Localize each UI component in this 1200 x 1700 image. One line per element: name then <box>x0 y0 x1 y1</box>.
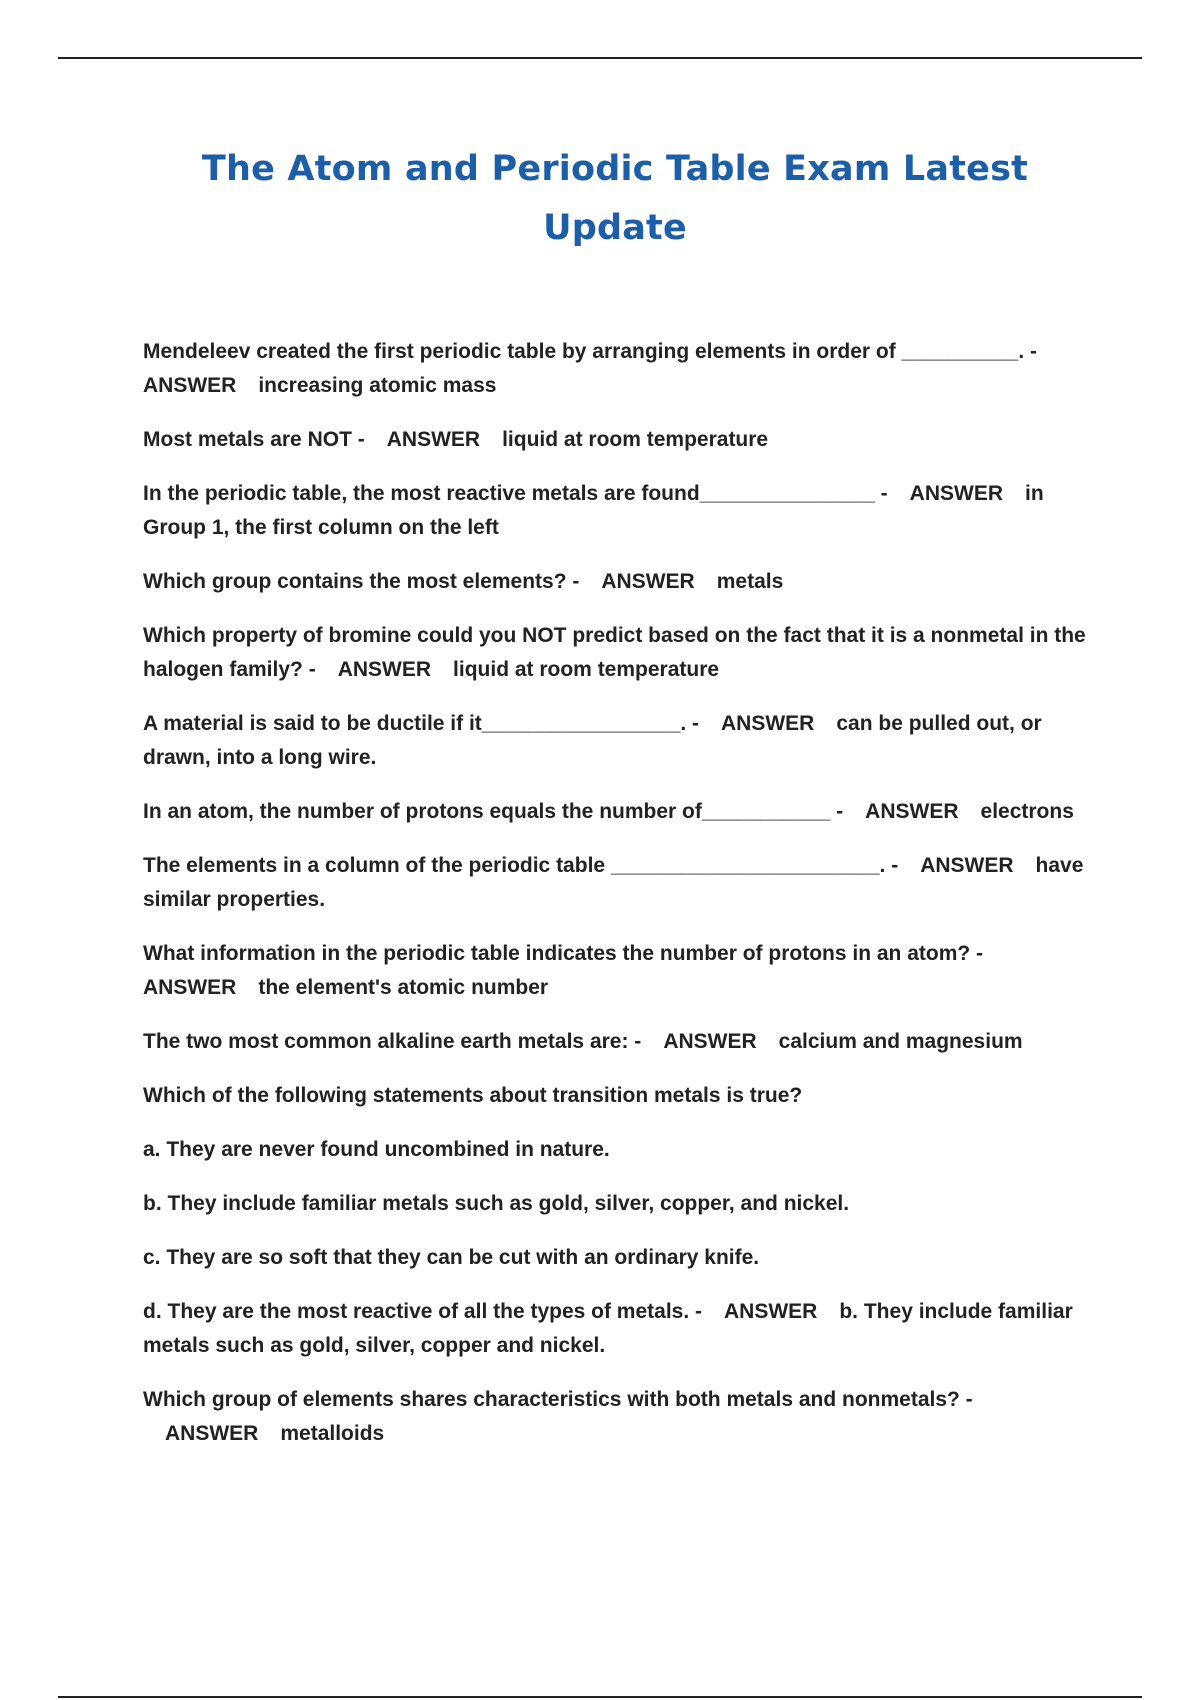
answer-label: ANSWER <box>920 854 1014 877</box>
top-rule <box>58 57 1142 59</box>
answer-label: ANSWER <box>386 428 481 451</box>
multi-question: Which of the following statements about transition metals is true? <box>143 1084 803 1107</box>
answer-text: b. They include familiar metals such as gold, silver, copper and nickel. <box>143 1300 1073 1357</box>
answer-label: ANSWER <box>165 1422 259 1445</box>
question-text: Which group contains the most elements? - <box>143 570 580 593</box>
question-text: Which group of elements shares characteristics with both metals and nonmetals? - <box>143 1388 973 1411</box>
question-text: Which property of bromine could you NOT predict based on the fact that it is a nonmetal in the halogen family? - <box>143 624 1086 681</box>
document-body <box>143 335 1103 1471</box>
answer-text: the element's atomic number <box>258 976 549 999</box>
option-d: d. They are the most reactive of all the types of metals. - <box>143 1300 703 1323</box>
answer-text: in Group 1, the first column on the left <box>143 482 1044 539</box>
bottom-rule <box>58 1696 1142 1698</box>
qa-item <box>143 1383 1103 1451</box>
question-text: What information in the periodic table indicates the number of protons in an atom? - <box>143 942 984 965</box>
answer-label: ANSWER <box>865 800 959 823</box>
question-text: In the periodic table, the most reactive metals are found_______________ - <box>143 482 888 505</box>
answer-label: ANSWER <box>909 482 1004 505</box>
option-d-with-answer <box>143 1295 1103 1363</box>
question-text: Mendeleev created the first periodic table by arranging elements in order of __________. - <box>143 340 1037 363</box>
qa-item <box>143 849 1103 917</box>
question-text: In an atom, the number of protons equals the number of___________ - <box>143 800 844 823</box>
answer-text: metalloids <box>280 1422 385 1445</box>
document-title: The Atom and Periodic Table Exam Latest Update <box>201 149 1029 248</box>
question-text: A material is said to be ductile if it_________________. - <box>143 712 700 735</box>
answer-label: ANSWER <box>143 374 237 397</box>
answer-label: ANSWER <box>601 570 695 593</box>
answer-label: ANSWER <box>143 976 237 999</box>
qa-item <box>143 423 1103 457</box>
answer-text: can be pulled out, or drawn, into a long wire. <box>143 712 1042 769</box>
qa-item <box>143 619 1103 687</box>
answer-text: electrons <box>980 800 1074 823</box>
question-text: The two most common alkaline earth metals are: - <box>143 1030 642 1053</box>
qa-item <box>143 335 1103 403</box>
question-text: Most metals are NOT - <box>143 428 365 451</box>
qa-item <box>143 707 1103 775</box>
qa-item <box>143 937 1103 1005</box>
answer-text: liquid at room temperature <box>502 428 769 451</box>
answer-label: ANSWER <box>721 712 815 735</box>
answer-text: have similar properties. <box>143 854 1084 911</box>
option-b: b. They include familiar metals such as gold, silver, copper, and nickel. <box>143 1192 850 1215</box>
option-a: a. They are never found uncombined in nature. <box>143 1138 610 1161</box>
qa-item <box>143 477 1103 545</box>
qa-item <box>143 795 1103 829</box>
answer-label: ANSWER <box>663 1030 757 1053</box>
answer-text: calcium and magnesium <box>778 1030 1023 1053</box>
option-c: c. They are so soft that they can be cut with an ordinary knife. <box>143 1246 760 1269</box>
answer-label: ANSWER <box>337 658 432 681</box>
answer-text: increasing atomic mass <box>258 374 497 397</box>
question-text: The elements in a column of the periodic table _______________________. - <box>143 854 899 877</box>
qa-item <box>143 565 1103 599</box>
answer-label: ANSWER <box>724 1300 818 1323</box>
answer-text: liquid at room temperature <box>453 658 720 681</box>
qa-item <box>143 1025 1103 1059</box>
answer-text: metals <box>716 570 784 593</box>
